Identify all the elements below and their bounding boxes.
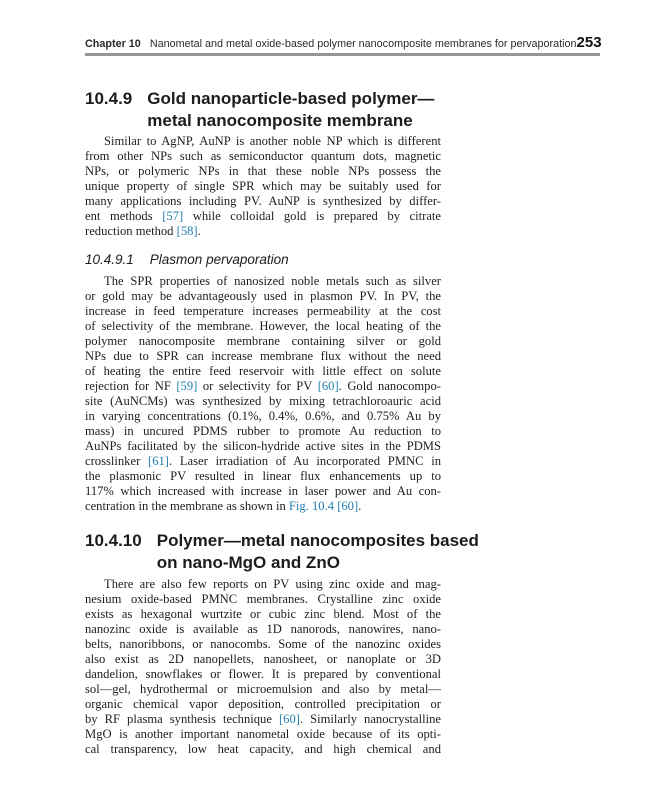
section-title [147,88,434,132]
text-line [85,334,441,349]
text-run: AuNPs facilitated by the silicon-hydride active sites in the PDMS [85,439,441,453]
text-run: dandelion, snowflakes or flower. It is prepared by conventional [85,667,441,681]
text-line [85,274,441,289]
running-header-row [85,36,600,51]
text-run: . Laser irradiation of Au incorporated PMNC in [168,454,441,468]
text-run: . Similarly nanocrystalline [299,712,441,726]
text-run: in varying concentrations (0.1%, 0.4%, 0.6%, and 0.75% Au by [85,409,441,423]
text-run: unique property of single SPR which may be suitably used for [85,179,441,193]
text-line [85,622,441,637]
text-run: organic chemical vapor deposition, controlled precipitation or [85,697,441,711]
text-line [85,697,441,712]
section-title [157,530,479,574]
text-line [85,304,441,319]
paragraph [85,577,441,757]
text-line [85,454,441,469]
chapter-label: Chapter 10 [85,38,141,50]
text-line [85,712,441,727]
text-run: polymer nanocomposite membrane containing silver or gold [85,334,441,348]
text-run: . Gold nanocompo- [338,379,441,393]
paragraph [85,134,441,239]
text-line [85,607,441,622]
text-run: while colloidal gold is prepared by citrate [183,209,442,223]
text-line [85,727,441,742]
text-line [85,349,441,364]
text-line [85,667,441,682]
text-line [85,484,441,499]
text-line [85,577,441,592]
text-line [85,469,441,484]
text-line [85,364,441,379]
text-line [85,742,441,757]
text-line [85,194,441,209]
section-number: 10.4.9 [85,89,133,108]
text-line [85,499,441,514]
section-title-line: metal nanocomposite membrane [147,111,413,130]
text-run: rejection for NF [85,379,177,393]
figure-reference-link[interactable]: Fig. 10.4 [60] [288,499,359,513]
citation-link[interactable]: [61] [148,454,169,468]
text-run: belts, nanoribbons, or nanocombs. Some of the nanozinc oxides [85,637,441,651]
text-run: NPs due to SPR can increase membrane flux without the need [85,349,441,363]
text-line [85,134,441,149]
subsection-title: Plasmon pervaporation [149,252,289,267]
citation-link[interactable]: [57] [162,209,184,223]
text-line [85,652,441,667]
text-line [85,592,441,607]
text-run: also exist as 2D nanopellets, nanosheet, or nanoplate or 3D [85,652,441,666]
citation-link[interactable]: [59] [176,379,198,393]
text-line [85,682,441,697]
text-run: The SPR properties of nanosized noble metals such as silver [104,274,441,288]
text-line [85,179,441,194]
text-run: centration in the membrane as shown in [85,499,289,513]
text-line [85,439,441,454]
text-run: cal transparency, low heat capacity, and high chemical and [85,742,441,756]
text-run: the plasmonic PV resulted in linear flux enhancements up to [85,469,441,483]
text-line [85,209,441,224]
text-line [85,424,441,439]
text-line [85,149,441,164]
text-run: reduction method [85,224,177,238]
section-heading-10-4-10 [85,530,479,574]
text-run: or selectivity for PV [197,379,318,393]
text-run: ent methods [85,209,163,223]
text-run: crosslinker [85,454,148,468]
text-run: by RF plasma synthesis technique [85,712,279,726]
text-run: . [197,224,201,238]
text-line [85,379,441,394]
citation-link[interactable]: [60] [317,379,339,393]
text-run: There are also few reports on PV using zinc oxide and mag- [104,577,441,591]
citation-link[interactable]: [58] [176,224,198,238]
text-run: site (AuNCMs) was synthesized by mixing tetrachloroauric acid [85,394,441,408]
page-number: 253 [576,34,602,51]
text-run: 117% which increased with increase in laser power and Au con- [85,484,441,498]
text-run: or gold may be advantageously used in plasmon PV. In PV, the [85,289,441,303]
text-run: nesium oxide-based PMNC membranes. Crystalline zinc oxide [85,592,441,606]
section-heading-10-4-9 [85,88,441,132]
text-run: mass) in uncured PDMS rubber to promote Au reduction to [85,424,441,438]
text-run: . [358,499,362,513]
paragraph [85,274,441,514]
text-run: exists as hexagonal wurtzite or cubic zinc blend. Most of the [85,607,441,621]
text-run: of selectivity of the membrane. However, the local heating of the [85,319,441,333]
text-line [85,409,441,424]
text-run: NPs, or polymeric NPs in that these noble NPs possess the [85,164,441,178]
section-number: 10.4.10 [85,531,142,550]
citation-link[interactable]: [60] [278,712,300,726]
text-run: MgO is another important nanometal oxide because of its opti- [85,727,441,741]
text-column [85,88,479,757]
section-title-line: Polymer—metal nanocomposites based [156,531,479,550]
running-header [85,36,600,56]
text-line [85,224,441,239]
text-run: from other NPs such as semiconductor quantum dots, magnetic [85,149,441,163]
subsection-number: 10.4.9.1 [85,252,134,267]
section-title-line: on nano-MgO and ZnO [156,553,340,572]
text-run: of heating the entire feed reservoir with little effect on solute [85,364,441,378]
running-header-title: Nanometal and metal oxide-based polymer nanocomposite membranes for pervaporation [149,38,577,50]
header-rule [85,53,600,56]
text-line [85,319,441,334]
text-line [85,164,441,179]
text-line [85,289,441,304]
text-run: increase in feed temperature increases permeability at the cost [85,304,441,318]
text-line [85,637,441,652]
section-title-line: Gold nanoparticle-based polymer— [147,89,435,108]
text-line [85,394,441,409]
text-run: sol—gel, hydrothermal or microemulsion and also by metal— [85,682,441,696]
subsection-heading-10-4-9-1 [85,252,441,268]
text-run: nanozinc oxide is available as 1D nanorods, nanowires, nano- [85,622,441,636]
text-run: Similar to AgNP, AuNP is another noble NP which is different [104,134,441,148]
text-run: many applications including PV. AuNP is synthesized by differ- [85,194,441,208]
